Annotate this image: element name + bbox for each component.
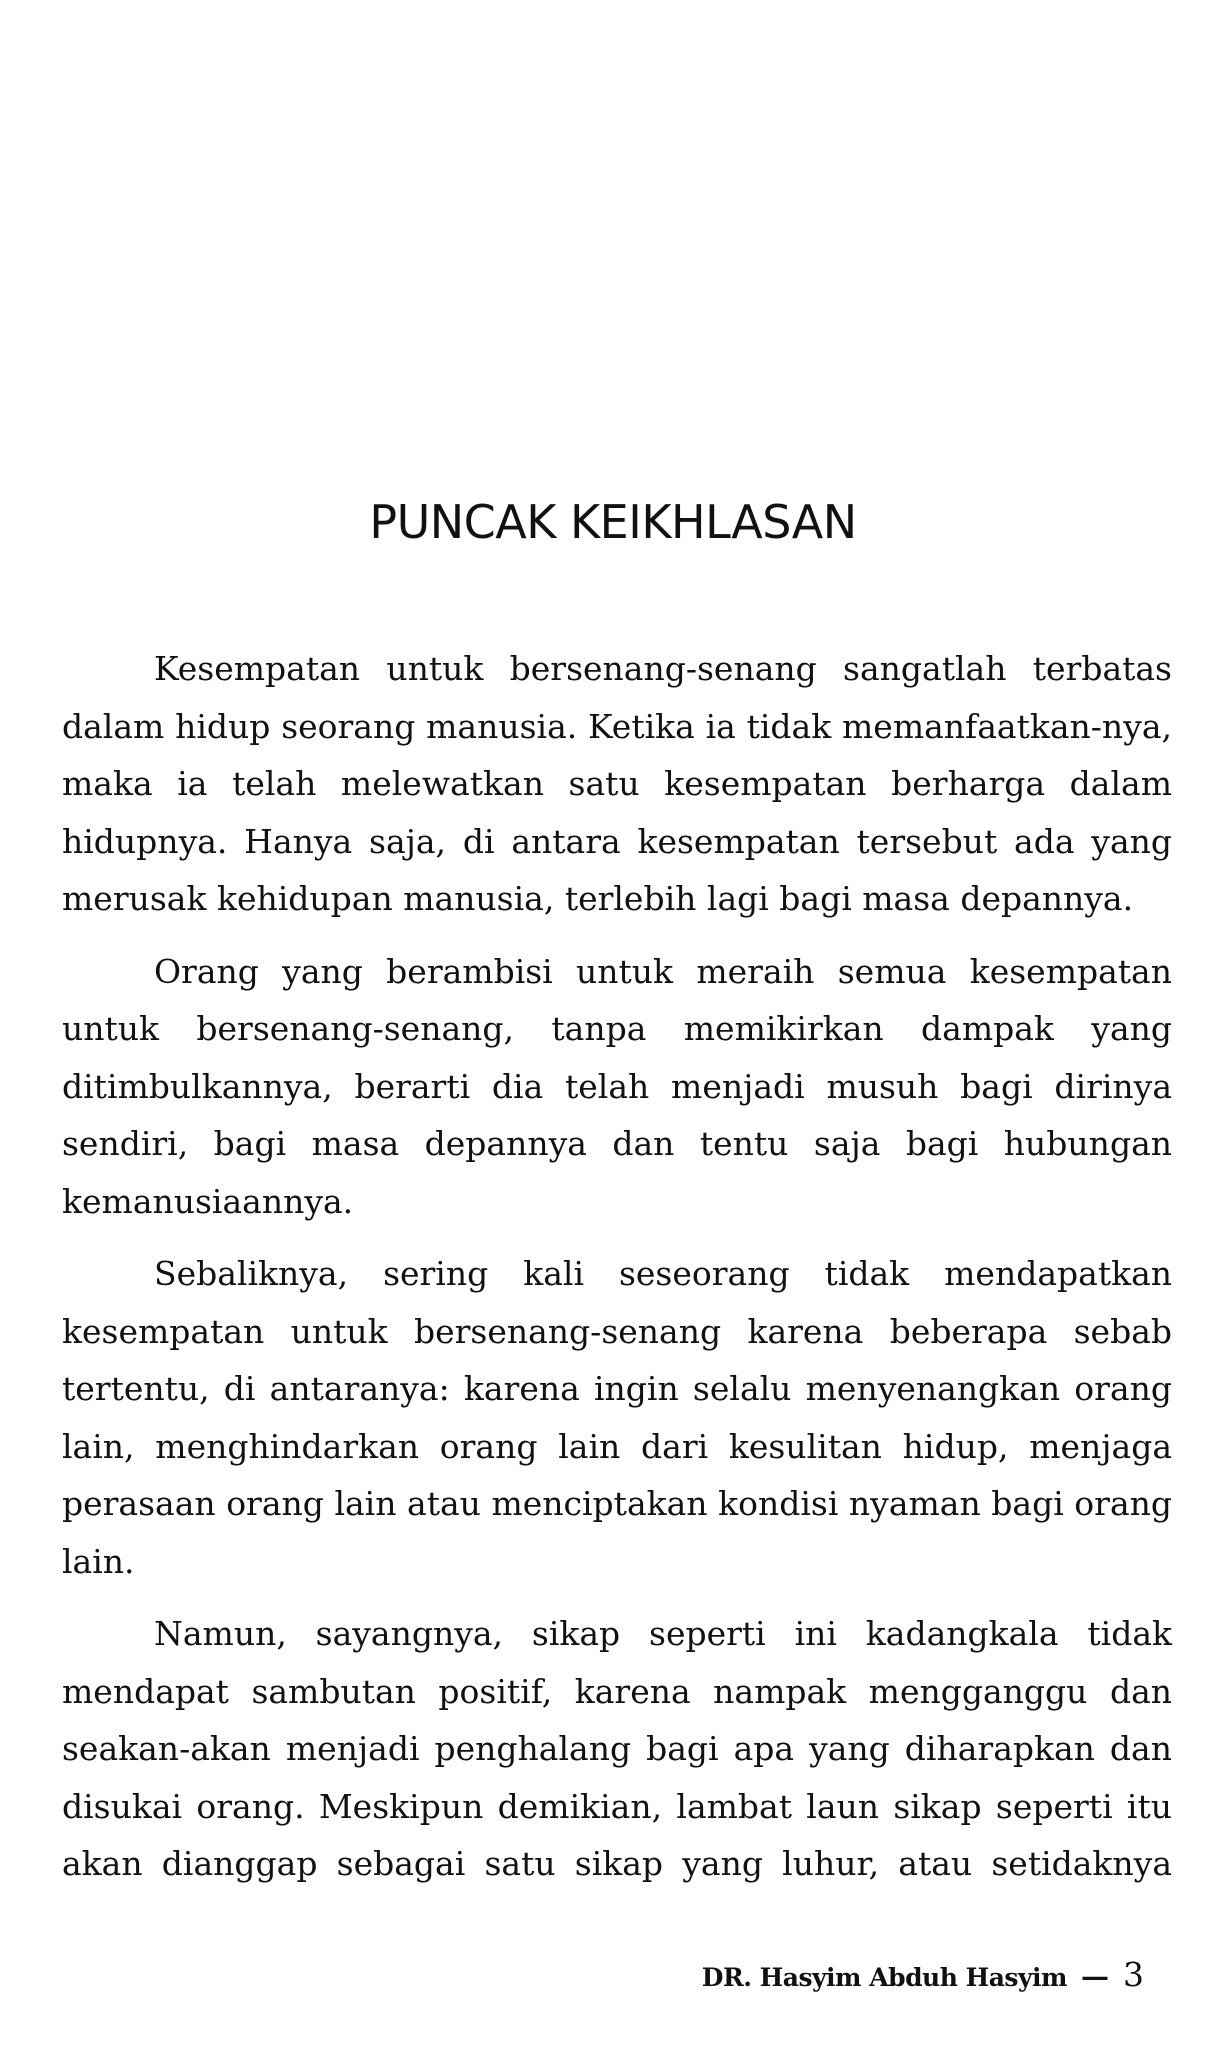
body-text [62,640,1172,1908]
paragraph-3: Sebaliknya, sering kali seseorang tidak mendapatkan kesempatan untuk bersenang-senang karena beberapa sebab tertentu, di antaranya: karena ingin selalu menyenangkan orang lain, menghindarkan orang lain dari kesulitan hidup, menjaga perasaan orang lain atau menciptakan kondisi nyaman bagi orang lain. [62,1254,1172,1581]
chapter-title: PUNCAK KEIKHLASAN [369,495,857,549]
footer-separator: — [1081,1960,1109,1993]
paragraph-4: Namun, sayangnya, sikap seperti ini kadangkala tidak mendapat sambutan positif, karena nampak mengganggu dan seakan-akan menjadi penghalang bagi apa yang diharapkan dan disukai orang. Meskipun demikian, lambat laun sikap seperti itu akan dianggap sebagai satu sikap yang luhur, atau setidaknya [62,1614,1172,1883]
page-footer [702,1955,1144,1994]
page-number: 3 [1123,1955,1144,1994]
paragraph-2: Orang yang berambisi untuk meraih semua kesempatan untuk bersenang-senang, tanpa memikirkan dampak yang ditimbulkannya, berarti dia telah menjadi musuh bagi dirinya sendiri, bagi masa depannya dan tentu saja bagi hubungan kemanusiaannya. [62,951,1172,1221]
paragraph-1: Kesempatan untuk bersenang-senang sangatlah terbatas dalam hidup seorang manusia. Ketika ia tidak memanfaatkan-nya, maka ia telah melewatkan satu kesempatan berharga dalam hidupnya. Hanya saja, di antara kesempatan tersebut ada yang merusak kehidupan manusia, terlebih lagi bagi masa depannya. [62,649,1172,918]
footer-author: DR. Hasyim Abduh Hasyim [701,1963,1067,1992]
